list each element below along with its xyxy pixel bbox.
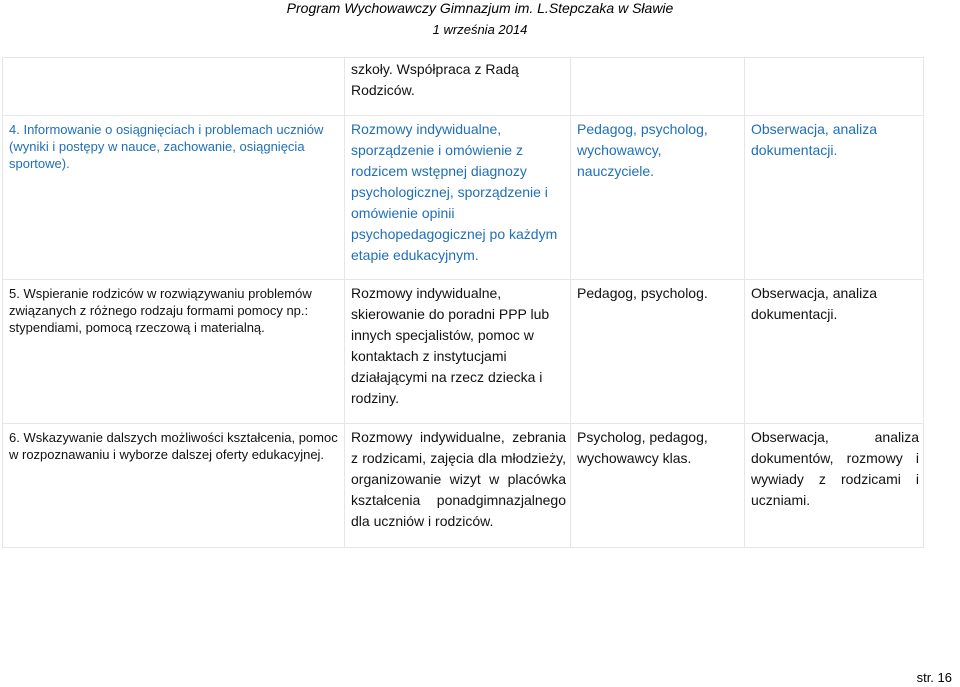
evaluation-cell: Obserwacja, analiza dokumentacji.: [745, 280, 924, 424]
goal-cell: [3, 58, 345, 116]
responsible-cell: Pedagog, psycholog.: [571, 280, 745, 424]
responsible-cell: Pedagog, psycholog, wychowawcy, nauczyciele.: [571, 116, 745, 280]
methods-cell: Rozmowy indywidualne, zebrania z rodzicami, zajęcia dla młodzieży, organizowanie wizyt w placówka kształcenia ponadgimnazjalnego dla uczniów i rodziców.: [345, 424, 571, 548]
page-header-date: 1 września 2014: [432, 22, 528, 37]
table-row: [3, 280, 924, 424]
page-number: str. 16: [916, 670, 952, 685]
table-row: [3, 58, 924, 116]
responsible-cell: [571, 58, 745, 116]
methods-cell: szkoły. Współpraca z Radą Rodziców.: [345, 58, 571, 116]
educational-program-table: [2, 57, 924, 548]
responsible-cell: Psycholog, pedagog, wychowawcy klas.: [571, 424, 745, 548]
methods-cell: Rozmowy indywidualne, sporządzenie i omówienie z rodzicem wstępnej diagnozy psychologicznej, sporządzenie i omówienie opinii psychopedagogicznej po każdym etapie edukacyjnym.: [345, 116, 571, 280]
table-row: [3, 424, 924, 548]
evaluation-cell: Obserwacja, analiza dokumentacji.: [745, 116, 924, 280]
evaluation-cell: Obserwacja, analiza dokumentów, rozmowy i wywiady z rodzicami i uczniami.: [745, 424, 924, 548]
table-row: [3, 116, 924, 280]
goal-cell: 6. Wskazywanie dalszych możliwości kształcenia, pomoc w rozpoznawaniu i wyborze dalszej oferty edukacyjnej.: [3, 424, 345, 548]
goal-cell: 4. Informowanie o osiągnięciach i problemach uczniów (wyniki i postępy w nauce, zachowanie, osiągnięcia sportowe).: [3, 116, 345, 280]
goal-cell: 5. Wspieranie rodziców w rozwiązywaniu problemów związanych z różnego rodzaju formami pomocy np.: stypendiami, pomocą rzeczową i materialną.: [3, 280, 345, 424]
methods-cell: Rozmowy indywidualne, skierowanie do poradni PPP lub innych specjalistów, pomoc w kontaktach z instytucjami działającymi na rzecz dziecka i rodziny.: [345, 280, 571, 424]
evaluation-cell: [745, 58, 924, 116]
page-header-title: Program Wychowawczy Gimnazjum im. L.Stepczaka w Sławie: [286, 0, 674, 16]
